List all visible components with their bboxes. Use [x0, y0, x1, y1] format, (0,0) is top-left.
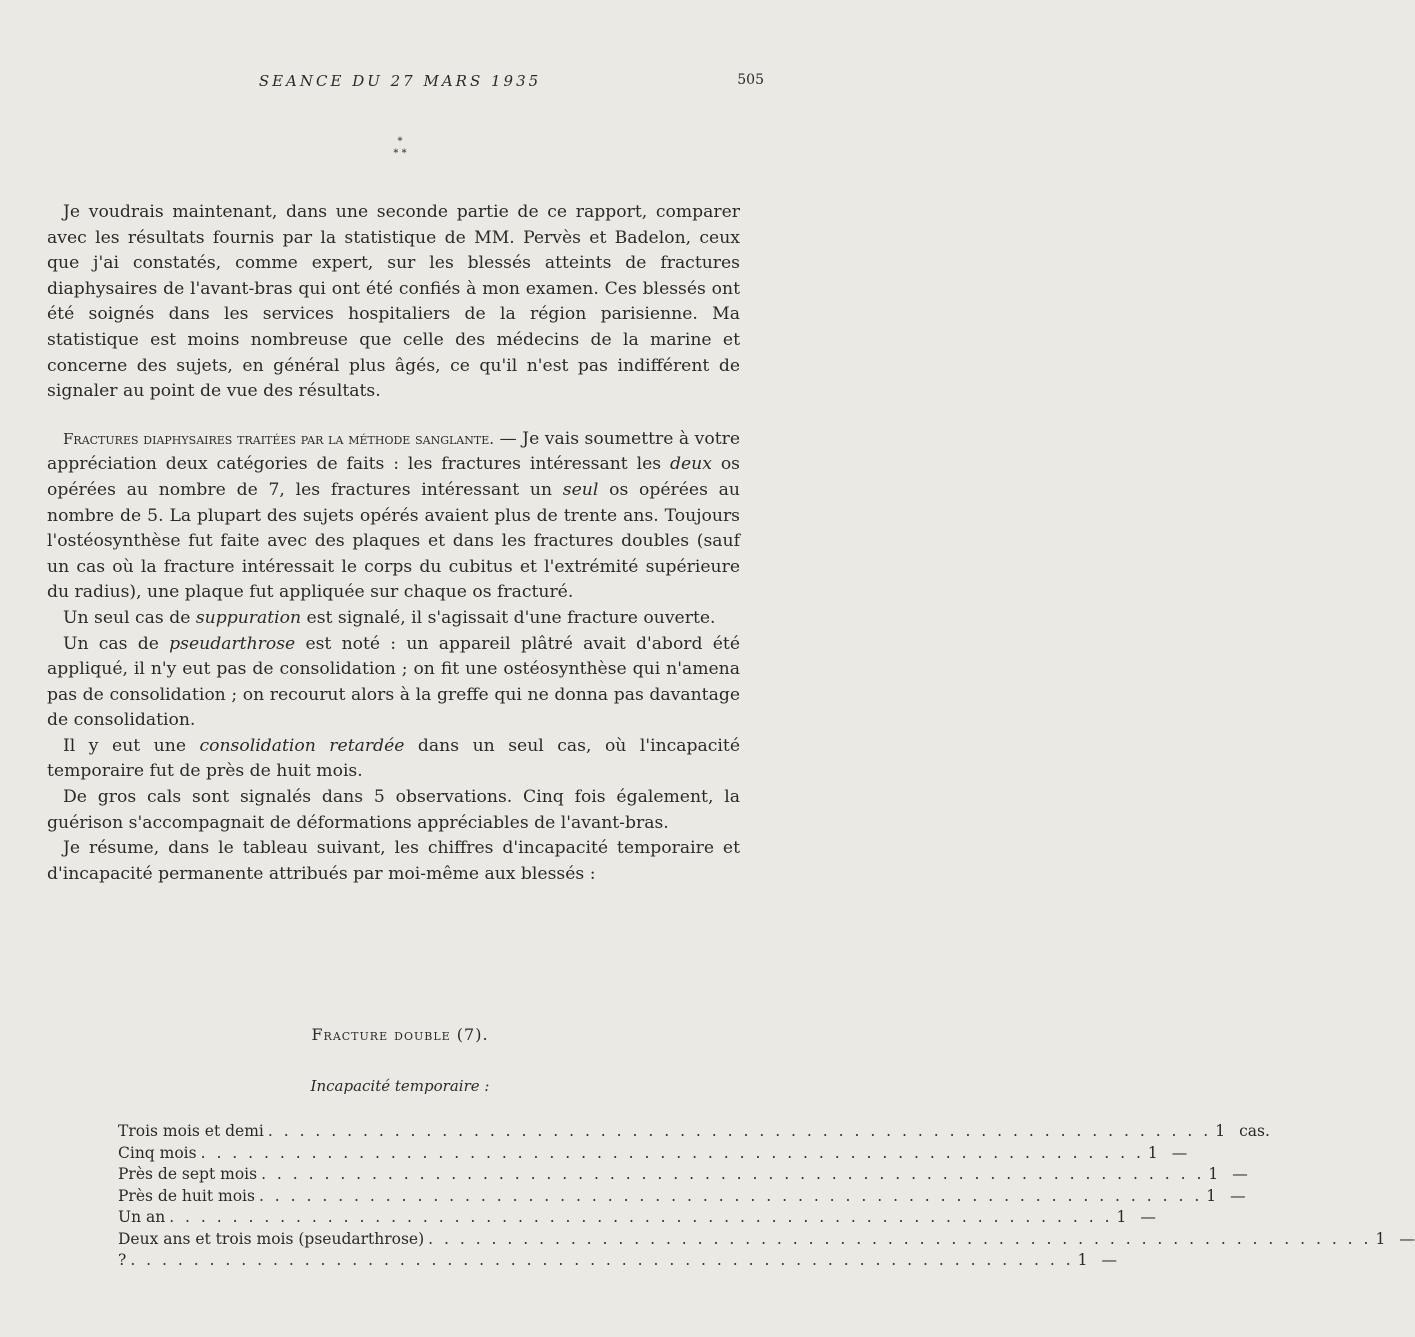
row-unit: — — [1140, 1208, 1156, 1226]
pseudarthrose-paragraph — [47, 632, 740, 734]
p2-part-a: Un seul cas de — [63, 607, 196, 628]
table-row — [118, 1207, 1156, 1229]
row-label: Près de sept mois — [118, 1165, 258, 1183]
p1-part-a: — Je vais soumettre à votre appréciation deux catégories de faits : les fractures intéressant les — [47, 428, 740, 475]
summary-paragraph: Je résume, dans le tableau suivant, les chiffres d'incapacité temporaire et d'incapacité permanente attribués par moi-même aux blessés : — [47, 838, 740, 884]
row-count: 1 — [1147, 1143, 1158, 1162]
section-paragraph-1 — [47, 427, 740, 606]
row-label: Deux ans et trois mois (pseudarthrose) — [118, 1229, 425, 1248]
row-unit: — — [1399, 1229, 1415, 1248]
row-label: Un an — [118, 1208, 166, 1226]
intro-paragraph: Je voudrais maintenant, dans une seconde partie de ce rapport, comparer avec les résultats fournis par la statistique de MM. Pervès et Badelon, ceux que j'ai constatés, comme expert, sur les blessés atteints de fractures diaphysaires de l'avant-bras qui ont été confiés à mon examen. Ces blessés ont été soignés dans les services hospitaliers de la région parisienne. Ma statistique est moins nombreuse que celle des médecins de la marine et concerne des sujets, en général plus âgés, ce qu'il n'est pas indifférent de signaler au point de vue des résultats. — [47, 202, 740, 402]
row-unit: — — [1171, 1143, 1188, 1162]
consolidation-paragraph — [47, 734, 740, 785]
dot-leader: . . . . . . . . . . . . . . . . . . . . . . . . . . . . . . . . . . . . . . . . . . . . . . . . . . . . . . . . . . . . — [169, 1208, 1113, 1226]
dot-leader: . . . . . . . . . . . . . . . . . . . . . . . . . . . . . . . . . . . . . . . . . . . . . . . . . . . . . . . . . . . . — [130, 1251, 1074, 1269]
p1-part-c: os opérées au nombre de 5. La plupart des sujets opérés avaient plus de trente ans. Toujours l'ostéosynthèse fut faite avec des plaques et dans les fractures doubles (sauf un cas où la fracture intéressait le corps du cubitus et l'extrémité supérieure du radius), une plaque fut appliquée sur chaque os fracturé. — [47, 479, 740, 603]
table-row — [118, 1164, 1248, 1186]
section-separator — [0, 136, 800, 160]
table-row — [118, 1250, 1118, 1272]
separator-top-star: * — [397, 136, 403, 147]
p4-part-b: dans un seul cas, où l'incapacité temporaire fut de près de huit mois. — [47, 735, 740, 782]
suppuration-paragraph — [47, 606, 740, 632]
dot-leader: . . . . . . . . . . . . . . . . . . . . . . . . . . . . . . . . . . . . . . . . . . . . . . . . . . . . . . . . . . . . — [267, 1122, 1212, 1140]
page-header — [0, 72, 800, 96]
table-subtitle: Incapacité temporaire : — [310, 1077, 490, 1095]
table-row — [118, 1121, 1270, 1143]
row-label: Trois mois et demi — [118, 1122, 264, 1140]
incapacity-table — [118, 1121, 1415, 1272]
row-count: 1 — [1215, 1122, 1226, 1140]
row-count: 1 — [1208, 1165, 1219, 1183]
row-unit: cas. — [1239, 1122, 1270, 1140]
table-row — [118, 1229, 1415, 1251]
p4-part-a: Il y eut une — [63, 735, 200, 756]
row-label: Cinq mois — [118, 1143, 197, 1162]
section-heading: Fractures diaphysaires traitées par la méthode sanglante. — [63, 429, 495, 448]
p3-part-b: est noté : un appareil plâtré avait d'abord été appliqué, il n'y eut pas de consolidation ; on fit une ostéosynthèse qui n'amena pas de consolidation ; on recourut alors à la greffe qui ne donna pas davantage de consolidation. — [47, 633, 740, 731]
p4-emphasis: consolidation retardée — [199, 735, 405, 756]
row-count: 1 — [1375, 1229, 1386, 1248]
table-row — [118, 1143, 1188, 1165]
row-unit: — — [1230, 1186, 1246, 1205]
cals-paragraph: De gros cals sont signalés dans 5 observations. Cinq fois également, la guérison s'accompagnait de déformations appréciables de l'avant-bras. — [47, 787, 740, 833]
dot-leader: . . . . . . . . . . . . . . . . . . . . . . . . . . . . . . . . . . . . . . . . . . . . . . . . . . . . . . . . . . . . — [261, 1165, 1205, 1183]
separator-bottom-stars: * * — [393, 148, 407, 159]
dot-leader: . . . . . . . . . . . . . . . . . . . . . . . . . . . . . . . . . . . . . . . . . . . . . . . . . . . . . . . . . . . . — [258, 1186, 1203, 1205]
p1-emphasis-seul: seul — [562, 479, 599, 500]
table-title: Fracture double (7). — [311, 1025, 489, 1044]
p2-emphasis: suppuration — [195, 607, 302, 628]
row-unit: — — [1232, 1165, 1248, 1183]
page-number: 505 — [737, 72, 764, 88]
p1-part-b: os opérées au nombre de 7, les fractures intéressant un — [47, 454, 740, 500]
body-text — [47, 200, 740, 887]
row-unit: — — [1101, 1251, 1118, 1269]
p3-part-a: Un cas de — [63, 633, 170, 654]
dot-leader: . . . . . . . . . . . . . . . . . . . . . . . . . . . . . . . . . . . . . . . . . . . . . . . . . . . . . . . . . . . . — [200, 1143, 1144, 1162]
table-row — [118, 1186, 1246, 1208]
row-count: 1 — [1206, 1186, 1217, 1205]
row-label: Près de huit mois — [118, 1186, 255, 1205]
row-count: 1 — [1077, 1251, 1088, 1269]
p3-emphasis: pseudarthrose — [169, 633, 296, 654]
p1-emphasis-deux: deux — [670, 454, 712, 475]
p2-part-b: est signalé, il s'agissait d'une fracture ouverte. — [301, 607, 716, 628]
dot-leader: . . . . . . . . . . . . . . . . . . . . . . . . . . . . . . . . . . . . . . . . . . . . . . . . . . . . . . . . . . . . — [428, 1229, 1372, 1248]
running-head: SEANCE DU 27 MARS 1935 — [258, 72, 542, 90]
row-count: 1 — [1116, 1208, 1127, 1226]
row-label: ? — [118, 1251, 127, 1269]
